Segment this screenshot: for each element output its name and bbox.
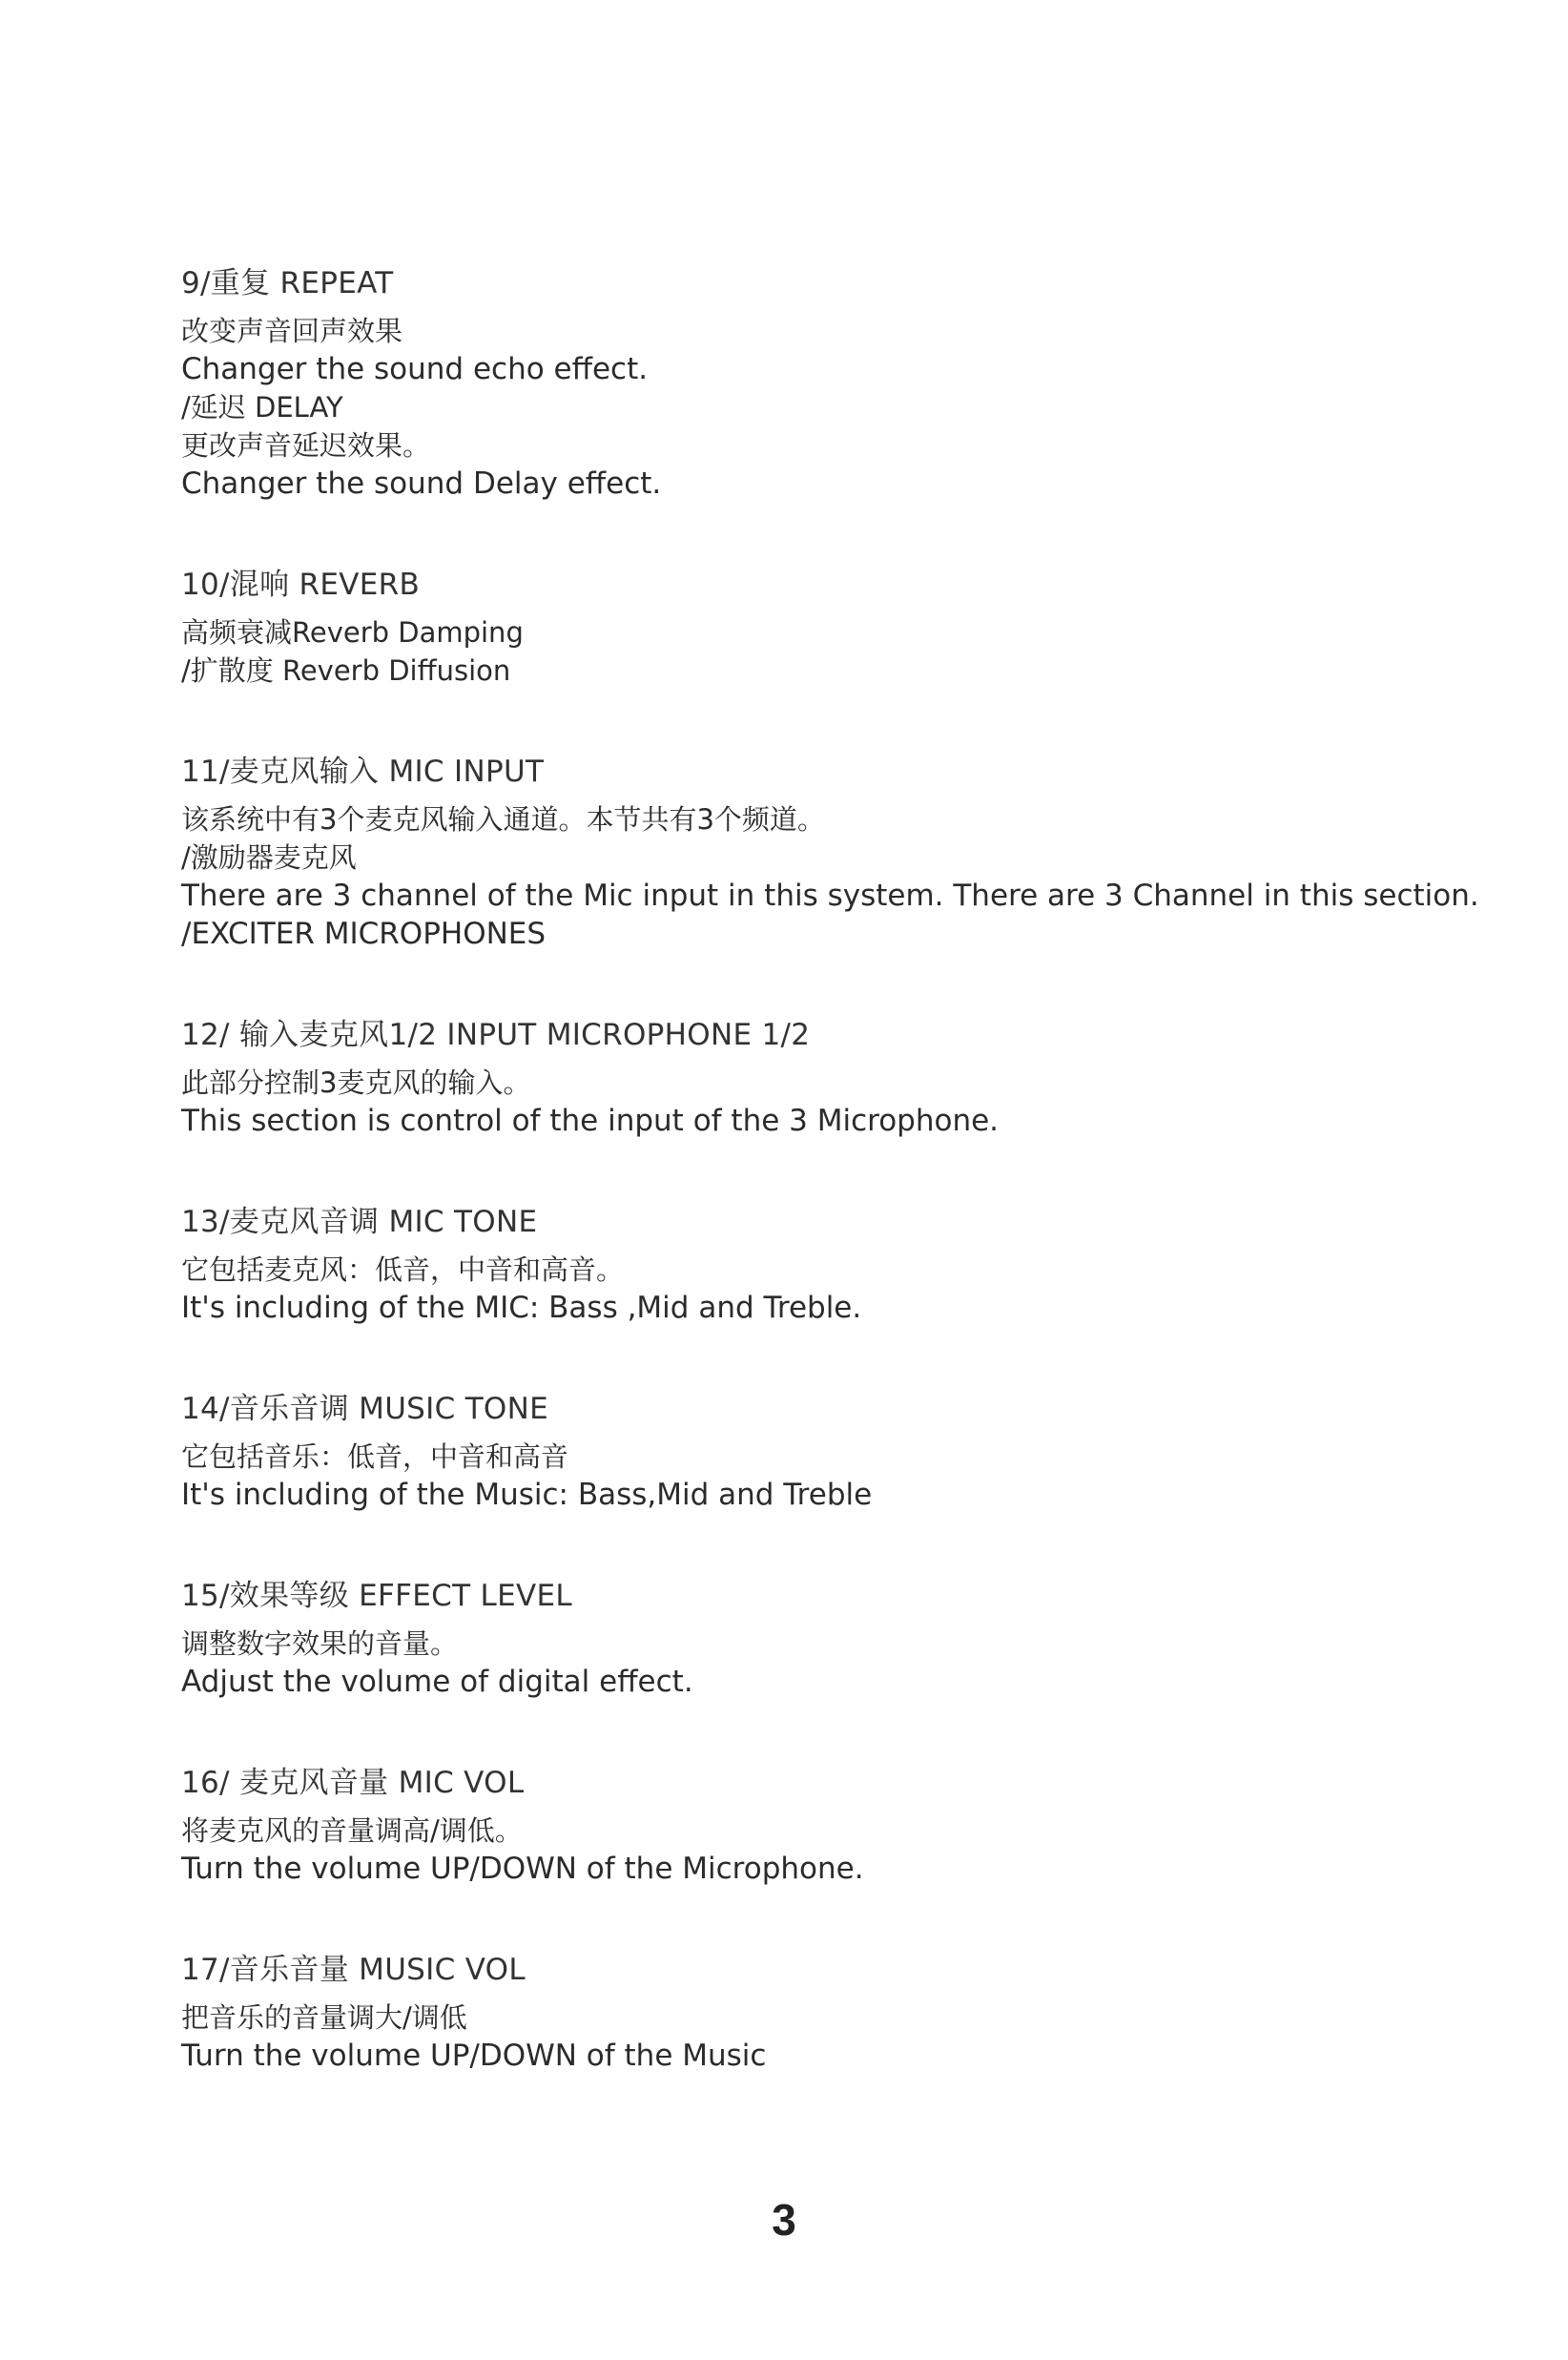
- section-line: 它包括音乐：低音，中音和高音: [181, 1440, 569, 1473]
- manual-section: [181, 1762, 1516, 1888]
- section-title: 10/混响 REVERB: [181, 568, 421, 602]
- section-title: 9/重复 REPEAT: [181, 266, 394, 300]
- manual-section: [181, 262, 1516, 503]
- section-line: /扩散度 Reverb Diffusion: [181, 654, 511, 687]
- section-line: 它包括麦克风：低音，中音和高音。: [181, 1253, 625, 1286]
- section-line: /EXCITER MICROPHONES: [181, 917, 547, 951]
- manual-section: [181, 751, 1516, 953]
- section-title: 15/效果等级 EFFECT LEVEL: [181, 1579, 572, 1613]
- section-line: /激励器麦克风: [181, 841, 357, 874]
- manual-section: [181, 1575, 1516, 1701]
- section-line: 更改声音延迟效果。: [181, 429, 431, 462]
- section-line: Changer the sound echo effect.: [181, 352, 649, 386]
- manual-section: [181, 1014, 1516, 1140]
- section-line: This section is control of the input of the 3 Microphone.: [181, 1104, 1000, 1138]
- manual-section: [181, 1201, 1516, 1327]
- section-line: It's including of the MIC: Bass ,Mid and Treble.: [181, 1291, 862, 1325]
- section-line: 高频衰减Reverb Damping: [181, 616, 524, 649]
- section-line: 此部分控制3麦克风的输入。: [181, 1066, 531, 1099]
- section-line: 改变声音回声效果: [181, 315, 403, 347]
- section-title: 17/音乐音量 MUSIC VOL: [181, 1953, 526, 1987]
- section-title: 16/ 麦克风音量 MIC VOL: [181, 1766, 525, 1800]
- section-line: Turn the volume UP/DOWN of the Microphone.: [181, 1852, 864, 1886]
- section-title: 13/麦克风音调 MIC TONE: [181, 1205, 538, 1239]
- section-line: 把音乐的音量调大/调低: [181, 2001, 467, 2034]
- section-line: Changer the sound Delay effect.: [181, 466, 662, 501]
- section-line: 该系统中有3个麦克风输入通道。本节共有3个频道。: [181, 803, 825, 836]
- section-line: 将麦克风的音量调高/调低。: [181, 1814, 523, 1847]
- section-title: 12/ 输入麦克风1/2 INPUT MICROPHONE 1/2: [181, 1018, 811, 1052]
- manual-section: [181, 1388, 1516, 1514]
- section-line: Adjust the volume of digital effect.: [181, 1665, 693, 1699]
- manual-section: [181, 564, 1516, 690]
- section-line: It's including of the Music: Bass,Mid and Treble: [181, 1478, 873, 1512]
- section-line: /延迟 DELAY: [181, 391, 343, 424]
- section-list: [181, 262, 1516, 2136]
- page-number: 3: [772, 2195, 796, 2245]
- section-line: Turn the volume UP/DOWN of the Music: [181, 2039, 767, 2073]
- section-title: 14/音乐音调 MUSIC TONE: [181, 1392, 549, 1426]
- section-line: There are 3 channel of the Mic input in this system. There are 3 Channel in this section.: [181, 879, 1479, 913]
- section-line: 调整数字效果的音量。: [181, 1627, 459, 1660]
- section-title: 11/麦克风输入 MIC INPUT: [181, 755, 545, 789]
- manual-section: [181, 1949, 1516, 2075]
